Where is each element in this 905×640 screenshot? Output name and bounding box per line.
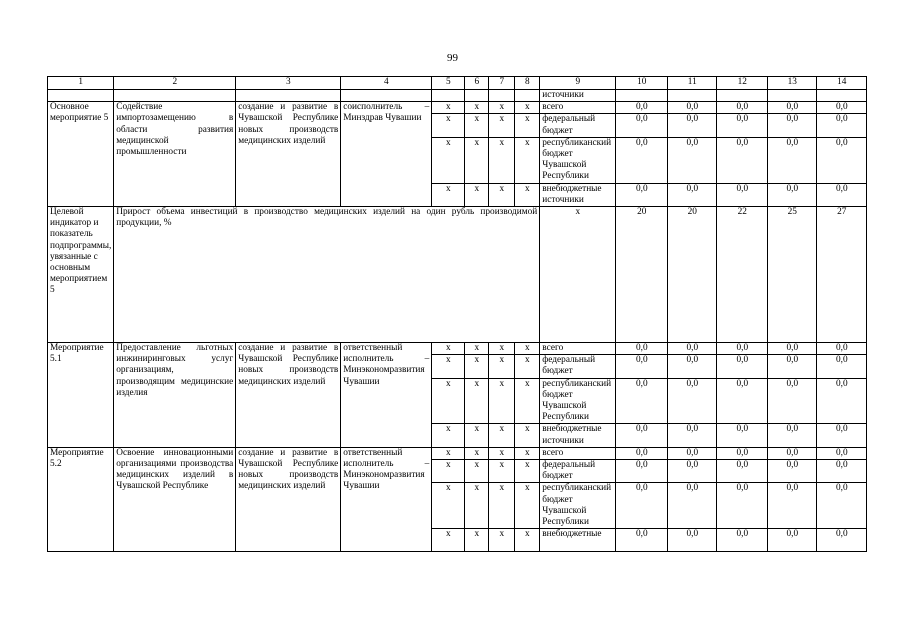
value-cell: 0,0: [717, 102, 768, 114]
value-cell: 0,0: [817, 183, 867, 206]
header-cell-5: 5: [432, 77, 465, 90]
empty-cell: [717, 90, 768, 102]
value-cell: 0,0: [768, 355, 817, 378]
value-cell: 0,0: [717, 460, 768, 483]
value-cell: 0,0: [768, 343, 817, 355]
header-cell-13: 13: [768, 77, 817, 90]
value-cell: 0,0: [616, 114, 668, 137]
event-executor: ответственный исполнитель – Минэкономразвития Чувашии: [341, 343, 432, 448]
code-cell: х: [489, 355, 515, 378]
code-cell: х: [515, 529, 540, 552]
code-cell: х: [432, 102, 465, 114]
value-cell: 0,0: [668, 343, 717, 355]
header-cell-7: 7: [489, 77, 515, 90]
program-table: [47, 76, 867, 552]
value-cell: 0,0: [768, 483, 817, 529]
event-task: создание и развитие в Чувашской Республике новых производств медицинских изделий: [236, 343, 341, 448]
value-cell: 0,0: [717, 343, 768, 355]
funding-source: внебюджетные источники: [540, 183, 616, 206]
code-cell: х: [465, 355, 489, 378]
code-cell: х: [489, 424, 515, 447]
code-cell: х: [465, 460, 489, 483]
code-cell: х: [489, 378, 515, 424]
code-cell: х: [465, 137, 489, 183]
value-cell: 0,0: [717, 447, 768, 459]
value-cell: 0,0: [717, 355, 768, 378]
value-cell: 0,0: [717, 137, 768, 183]
code-cell: х: [515, 137, 540, 183]
value-cell: 0,0: [717, 183, 768, 206]
value-cell: 0,0: [768, 460, 817, 483]
indicator-value: 20: [668, 207, 717, 343]
empty-cell: [489, 90, 515, 102]
funding-source: всего: [540, 102, 616, 114]
code-cell: х: [465, 378, 489, 424]
event-description: Содействие импортозамещению в области развития медицинской промышленности: [114, 102, 236, 207]
carry-over-cell: источники: [540, 90, 616, 102]
value-cell: 0,0: [817, 460, 867, 483]
empty-cell: [432, 90, 465, 102]
value-cell: 0,0: [668, 378, 717, 424]
code-cell: х: [432, 447, 465, 459]
header-cell-14: 14: [817, 77, 867, 90]
table-row: [48, 343, 867, 355]
event-task: создание и развитие в Чувашской Республике новых производств медицинских изделий: [236, 102, 341, 207]
indicator-row: [48, 207, 867, 343]
event-executor: соисполнитель – Минздрав Чувашии: [341, 102, 432, 207]
event-label: Мероприятие 5.1: [48, 343, 114, 448]
value-cell: 0,0: [668, 447, 717, 459]
value-cell: 0,0: [616, 355, 668, 378]
value-cell: 0,0: [668, 114, 717, 137]
header-cell-6: 6: [465, 77, 489, 90]
header-cell-1: 1: [48, 77, 114, 90]
table-row: [48, 447, 867, 459]
value-cell: 0,0: [717, 114, 768, 137]
value-cell: 0,0: [668, 355, 717, 378]
code-cell: х: [489, 102, 515, 114]
code-cell: х: [432, 483, 465, 529]
funding-source: федеральный бюджет: [540, 114, 616, 137]
event-description: Освоение инновационными организациями производства медицинских изделий в Чувашской Республике: [114, 447, 236, 551]
header-cell-2: 2: [114, 77, 236, 90]
code-cell: х: [432, 355, 465, 378]
header-cell-12: 12: [717, 77, 768, 90]
value-cell: 0,0: [768, 424, 817, 447]
value-cell: 0,0: [817, 447, 867, 459]
header-cell-10: 10: [616, 77, 668, 90]
code-cell: х: [432, 343, 465, 355]
indicator-text: Прирост объема инвестиций в производство медицинских изделий на один рубль производимой продукции, %: [114, 207, 540, 343]
header-cell-8: 8: [515, 77, 540, 90]
funding-source: республиканский бюджет Чувашской Республики: [540, 137, 616, 183]
value-cell: 0,0: [768, 114, 817, 137]
value-cell: 0,0: [717, 378, 768, 424]
value-cell: 0,0: [668, 102, 717, 114]
empty-cell: [48, 90, 114, 102]
indicator-value: 20: [616, 207, 668, 343]
value-cell: 0,0: [668, 183, 717, 206]
value-cell: 0,0: [616, 529, 668, 552]
event-task: создание и развитие в Чувашской Республике новых производств медицинских изделий: [236, 447, 341, 551]
value-cell: 0,0: [616, 102, 668, 114]
funding-source: республиканский бюджет Чувашской Республики: [540, 483, 616, 529]
empty-cell: [341, 90, 432, 102]
empty-cell: [236, 90, 341, 102]
value-cell: 0,0: [817, 355, 867, 378]
value-cell: 0,0: [616, 447, 668, 459]
value-cell: 0,0: [616, 378, 668, 424]
code-cell: х: [432, 424, 465, 447]
value-cell: 0,0: [668, 460, 717, 483]
carry-over-row: [48, 90, 867, 102]
funding-source: федеральный бюджет: [540, 460, 616, 483]
code-cell: х: [465, 102, 489, 114]
empty-cell: [114, 90, 236, 102]
header-cell-4: 4: [341, 77, 432, 90]
value-cell: 0,0: [616, 424, 668, 447]
code-cell: х: [465, 183, 489, 206]
indicator-value: 25: [768, 207, 817, 343]
empty-cell: [768, 90, 817, 102]
value-cell: 0,0: [817, 102, 867, 114]
value-cell: 0,0: [768, 378, 817, 424]
funding-source: республиканский бюджет Чувашской Республики: [540, 378, 616, 424]
code-cell: х: [432, 137, 465, 183]
value-cell: 0,0: [768, 137, 817, 183]
code-cell: х: [489, 529, 515, 552]
value-cell: 0,0: [717, 424, 768, 447]
value-cell: 0,0: [668, 424, 717, 447]
value-cell: 0,0: [768, 447, 817, 459]
value-cell: 0,0: [616, 460, 668, 483]
header-row: [48, 77, 867, 90]
code-cell: х: [515, 447, 540, 459]
code-cell: х: [432, 378, 465, 424]
code-cell: х: [515, 460, 540, 483]
value-cell: 0,0: [616, 483, 668, 529]
code-cell: х: [515, 343, 540, 355]
code-cell: х: [489, 137, 515, 183]
funding-source: федеральный бюджет: [540, 355, 616, 378]
code-cell: х: [515, 183, 540, 206]
code-cell: х: [489, 483, 515, 529]
empty-cell: [668, 90, 717, 102]
event-description: Предоставление льготных инжиниринговых услуг организациям, производящим медицинские изделия: [114, 343, 236, 448]
value-cell: 0,0: [668, 483, 717, 529]
event-executor: ответственный исполнитель – Минэкономразвития Чувашии: [341, 447, 432, 551]
header-cell-3: 3: [236, 77, 341, 90]
indicator-value: 27: [817, 207, 867, 343]
code-cell: х: [432, 529, 465, 552]
value-cell: 0,0: [768, 102, 817, 114]
code-cell: х: [465, 483, 489, 529]
value-cell: 0,0: [817, 343, 867, 355]
code-cell: х: [432, 183, 465, 206]
empty-cell: [515, 90, 540, 102]
value-cell: 0,0: [616, 343, 668, 355]
code-cell: х: [515, 114, 540, 137]
code-cell: х: [515, 483, 540, 529]
value-cell: 0,0: [768, 529, 817, 552]
value-cell: 0,0: [616, 137, 668, 183]
code-cell: х: [465, 447, 489, 459]
code-cell: х: [515, 102, 540, 114]
funding-source: всего: [540, 447, 616, 459]
value-cell: 0,0: [817, 483, 867, 529]
empty-cell: [817, 90, 867, 102]
indicator-value: 22: [717, 207, 768, 343]
value-cell: 0,0: [817, 137, 867, 183]
value-cell: 0,0: [817, 378, 867, 424]
empty-cell: [465, 90, 489, 102]
code-cell: х: [489, 114, 515, 137]
code-cell: х: [432, 114, 465, 137]
code-cell: х: [465, 114, 489, 137]
event-label: Мероприятие 5.2: [48, 447, 114, 551]
funding-source: всего: [540, 343, 616, 355]
code-cell: х: [465, 424, 489, 447]
value-cell: 0,0: [616, 183, 668, 206]
value-cell: 0,0: [668, 529, 717, 552]
code-cell: х: [515, 424, 540, 447]
code-cell: х: [432, 460, 465, 483]
table-body: [48, 77, 867, 552]
value-cell: 0,0: [717, 483, 768, 529]
header-cell-9: 9: [540, 77, 616, 90]
code-cell: х: [489, 447, 515, 459]
value-cell: 0,0: [717, 529, 768, 552]
value-cell: 0,0: [817, 529, 867, 552]
empty-cell: [616, 90, 668, 102]
value-cell: 0,0: [817, 114, 867, 137]
indicator-label: Целевой индикатор и показатель подпрограммы, увязанные с основным мероприятием 5: [48, 207, 114, 343]
code-cell: х: [489, 460, 515, 483]
code-cell: х: [465, 529, 489, 552]
code-cell: х: [489, 183, 515, 206]
value-cell: 0,0: [817, 424, 867, 447]
value-cell: 0,0: [768, 183, 817, 206]
event-label: Основное мероприятие 5: [48, 102, 114, 207]
code-cell: х: [515, 355, 540, 378]
table-row: [48, 102, 867, 114]
code-cell: х: [489, 343, 515, 355]
value-cell: 0,0: [668, 137, 717, 183]
funding-source: внебюджетные источники: [540, 424, 616, 447]
code-cell: х: [515, 378, 540, 424]
indicator-x: х: [540, 207, 616, 343]
header-cell-11: 11: [668, 77, 717, 90]
code-cell: х: [465, 343, 489, 355]
page-number: 99: [447, 52, 458, 64]
funding-source: внебюджетные: [540, 529, 616, 552]
